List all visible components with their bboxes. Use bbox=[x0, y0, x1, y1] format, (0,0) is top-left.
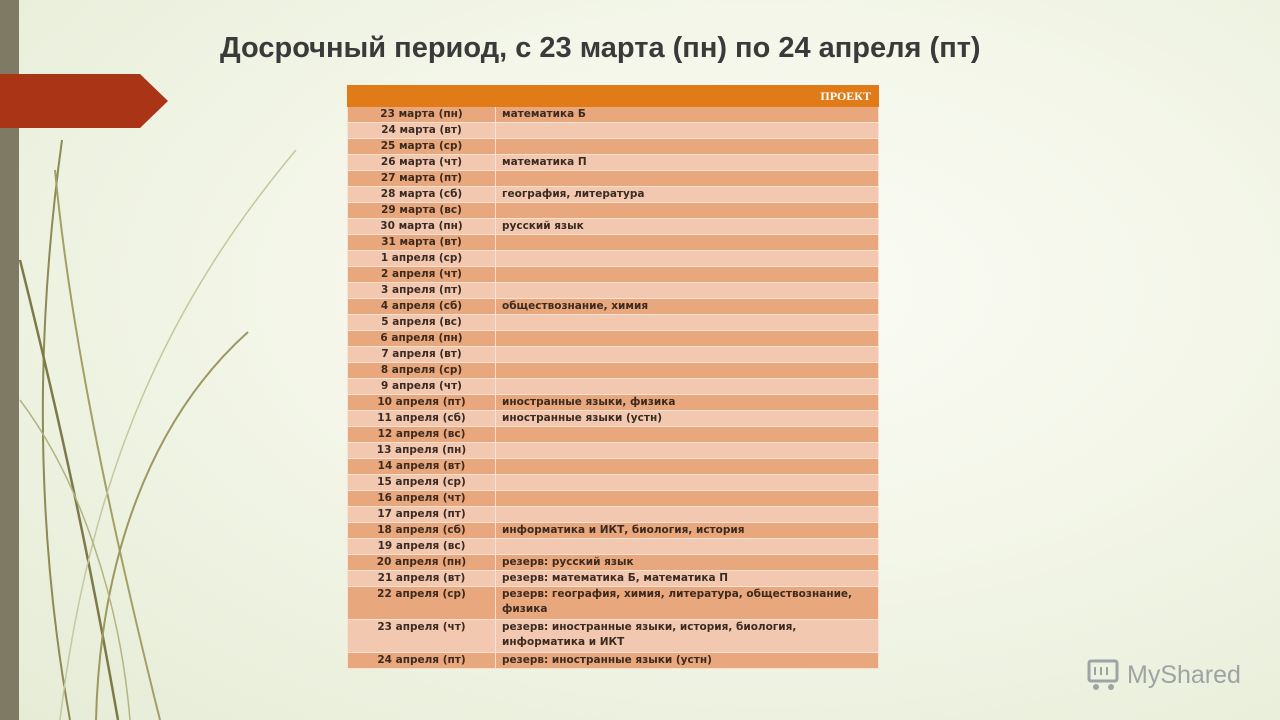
table-row bbox=[348, 523, 879, 539]
date-cell: 13 апреля (пн) bbox=[348, 443, 496, 459]
date-cell: 8 апреля (ср) bbox=[348, 363, 496, 379]
subject-cell bbox=[496, 491, 879, 507]
table-row bbox=[348, 539, 879, 555]
date-cell: 5 апреля (вс) bbox=[348, 315, 496, 331]
table-row bbox=[348, 379, 879, 395]
subject-cell bbox=[496, 315, 879, 331]
table-row bbox=[348, 299, 879, 315]
schedule-body bbox=[348, 107, 879, 669]
subject-cell bbox=[496, 331, 879, 347]
subject-cell: математика П bbox=[496, 155, 879, 171]
arrow-banner bbox=[0, 74, 168, 128]
date-cell: 26 марта (чт) bbox=[348, 155, 496, 171]
table-row bbox=[348, 283, 879, 299]
table-row bbox=[348, 587, 879, 620]
table-row bbox=[348, 507, 879, 523]
date-cell: 14 апреля (вт) bbox=[348, 459, 496, 475]
subject-cell bbox=[496, 347, 879, 363]
date-cell: 24 апреля (пт) bbox=[348, 653, 496, 669]
date-cell: 28 марта (сб) bbox=[348, 187, 496, 203]
subject-cell bbox=[496, 507, 879, 523]
subject-cell: иностранные языки (устн) bbox=[496, 411, 879, 427]
date-cell: 1 апреля (ср) bbox=[348, 251, 496, 267]
subject-cell bbox=[496, 475, 879, 491]
table-row bbox=[348, 363, 879, 379]
date-cell: 6 апреля (пн) bbox=[348, 331, 496, 347]
subject-cell bbox=[496, 203, 879, 219]
subject-cell: резерв: математика Б, математика П bbox=[496, 571, 879, 587]
date-cell: 24 марта (вт) bbox=[348, 123, 496, 139]
subject-cell: география, литература bbox=[496, 187, 879, 203]
subject-cell: резерв: иностранные языки, история, биология, информатика и ИКТ bbox=[496, 620, 879, 653]
table-row bbox=[348, 571, 879, 587]
date-cell: 29 марта (вс) bbox=[348, 203, 496, 219]
table-row bbox=[348, 315, 879, 331]
subject-cell: иностранные языки, физика bbox=[496, 395, 879, 411]
date-cell: 23 апреля (чт) bbox=[348, 620, 496, 653]
date-cell: 7 апреля (вт) bbox=[348, 347, 496, 363]
subject-cell bbox=[496, 283, 879, 299]
table-row bbox=[348, 235, 879, 251]
table-row bbox=[348, 331, 879, 347]
subject-cell: русский язык bbox=[496, 219, 879, 235]
table-row bbox=[348, 427, 879, 443]
table-row bbox=[348, 123, 879, 139]
date-cell: 4 апреля (сб) bbox=[348, 299, 496, 315]
table-row bbox=[348, 459, 879, 475]
subject-cell bbox=[496, 459, 879, 475]
date-cell: 21 апреля (вт) bbox=[348, 571, 496, 587]
table-row bbox=[348, 187, 879, 203]
table-row bbox=[348, 251, 879, 267]
table-row bbox=[348, 653, 879, 669]
subject-cell bbox=[496, 539, 879, 555]
date-cell: 19 апреля (вс) bbox=[348, 539, 496, 555]
table-row bbox=[348, 620, 879, 653]
subject-cell: резерв: русский язык bbox=[496, 555, 879, 571]
date-cell: 30 марта (пн) bbox=[348, 219, 496, 235]
table-row bbox=[348, 219, 879, 235]
subject-cell bbox=[496, 251, 879, 267]
table-row bbox=[348, 411, 879, 427]
table-header: ПРОЕКТ bbox=[348, 86, 879, 107]
table-row bbox=[348, 395, 879, 411]
date-cell: 15 апреля (ср) bbox=[348, 475, 496, 491]
watermark-text: MyShared bbox=[1127, 660, 1241, 689]
table-row bbox=[348, 443, 879, 459]
subject-cell bbox=[496, 379, 879, 395]
date-cell: 18 апреля (сб) bbox=[348, 523, 496, 539]
slide-title: Досрочный период, с 23 марта (пн) по 24 апреля (пт) bbox=[220, 32, 981, 64]
subject-cell bbox=[496, 267, 879, 283]
date-cell: 9 апреля (чт) bbox=[348, 379, 496, 395]
subject-cell bbox=[496, 427, 879, 443]
subject-cell: обществознание, химия bbox=[496, 299, 879, 315]
date-cell: 10 апреля (пт) bbox=[348, 395, 496, 411]
table-row bbox=[348, 139, 879, 155]
table-row bbox=[348, 555, 879, 571]
date-cell: 20 апреля (пн) bbox=[348, 555, 496, 571]
table-row bbox=[348, 347, 879, 363]
subject-cell bbox=[496, 139, 879, 155]
table-row bbox=[348, 155, 879, 171]
date-cell: 25 марта (ср) bbox=[348, 139, 496, 155]
date-cell: 17 апреля (пт) bbox=[348, 507, 496, 523]
cart-icon bbox=[1087, 658, 1121, 692]
date-cell: 2 апреля (чт) bbox=[348, 267, 496, 283]
date-cell: 27 марта (пт) bbox=[348, 171, 496, 187]
date-cell: 11 апреля (сб) bbox=[348, 411, 496, 427]
date-cell: 3 апреля (пт) bbox=[348, 283, 496, 299]
subject-cell bbox=[496, 443, 879, 459]
table-row bbox=[348, 491, 879, 507]
date-cell: 23 марта (пн) bbox=[348, 107, 496, 123]
table-row bbox=[348, 267, 879, 283]
table-row bbox=[348, 171, 879, 187]
date-cell: 12 апреля (вс) bbox=[348, 427, 496, 443]
table-row bbox=[348, 203, 879, 219]
date-cell: 16 апреля (чт) bbox=[348, 491, 496, 507]
table-row bbox=[348, 475, 879, 491]
subject-cell bbox=[496, 171, 879, 187]
watermark bbox=[1087, 657, 1257, 693]
subject-cell bbox=[496, 235, 879, 251]
subject-cell bbox=[496, 363, 879, 379]
subject-cell: резерв: география, химия, литература, обществознание, физика bbox=[496, 587, 879, 620]
date-cell: 31 марта (вт) bbox=[348, 235, 496, 251]
subject-cell: математика Б bbox=[496, 107, 879, 123]
subject-cell bbox=[496, 123, 879, 139]
date-cell: 22 апреля (ср) bbox=[348, 587, 496, 620]
table-row bbox=[348, 107, 879, 123]
schedule-table bbox=[347, 85, 879, 669]
subject-cell: резерв: иностранные языки (устн) bbox=[496, 653, 879, 669]
subject-cell: информатика и ИКТ, биология, история bbox=[496, 523, 879, 539]
